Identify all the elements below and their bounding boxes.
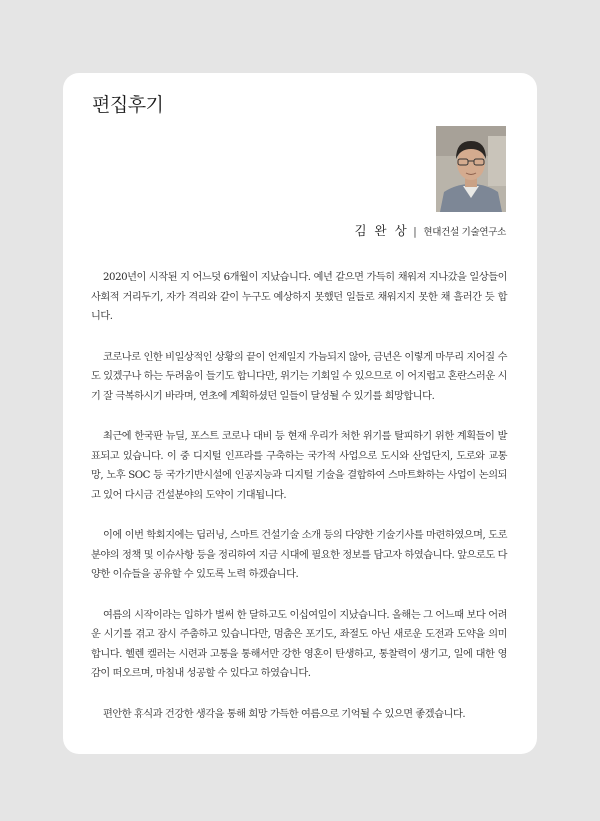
body-paragraph: 2020년이 시작된 지 어느덧 6개월이 지났습니다. 예년 같으면 가득히 채워져 지나갔을 일상들이 사회적 거리두기, 자가 격리와 같이 누구도 예상하지 못했던 일들로 채워지지 못한 채 흘러간 듯 합니다. — [91, 272, 507, 322]
body-paragraph: 코로나로 인한 비일상적인 상황의 끝이 언제일지 가늠되지 않아, 금년은 이렇게 마무리 지어질 수도 있겠구나 하는 두려움이 들기도 합니다만, 위기는 기회일 수 있으므로 이 어지럽고 혼란스러운 시기 잘 극복하시기 바라며, 연초에 계획하셨던 일들이 달성될 수 있기를 희망합니다. — [91, 351, 507, 402]
author-portrait-icon — [436, 126, 506, 212]
body-paragraph: 이에 이번 학회지에는 딥러닝, 스마트 건설기술 소개 등의 다양한 기술기사를 마련하였으며, 도로분야의 정책 및 이슈사항 등을 정리하여 지금 시대에 필요한 정보를 담고자 하였습니다. 앞으로도 다양한 이슈들을 공유할 수 있도록 노력 하겠습니다. — [91, 530, 507, 580]
author-byline — [354, 221, 506, 239]
author-name: 김 완 상 — [354, 223, 409, 238]
editorial-card — [63, 73, 537, 754]
author-separator: | — [413, 225, 417, 238]
editorial-body — [91, 268, 507, 745]
body-paragraph: 최근에 한국판 뉴딜, 포스트 코로나 대비 등 현재 우리가 처한 위기를 탈피하기 위한 계획들이 발표되고 있습니다. 이 중 디지털 인프라를 구축하는 국가적 사업으로 도시와 산업단지, 도로와 교통망, 노후 SOC 등 국가기반시설에 인공지능과 디지털 기술을 결합하여 스마트화하는 사업이 논의되고 있어 다시금 건설분야의 도약이 기대됩니다. — [91, 431, 507, 501]
body-paragraph: 편안한 휴식과 건강한 생각을 통해 희망 가득한 여름으로 기억될 수 있으면 좋겠습니다. — [103, 708, 466, 720]
author-affiliation: 현대건설 기술연구소 — [423, 227, 506, 238]
page-title: 편집후기 — [92, 94, 164, 116]
body-paragraph: 여름의 시작이라는 입하가 벌써 한 달하고도 이십여일이 지났습니다. 올해는 그 어느때 보다 어려운 시기를 겪고 잠시 주춤하고 있습니다만, 멈춤은 포기도, 좌절도 아닌 새로운 도전과 도약을 의미합니다. 헬렌 켈러는 시련과 고통을 통해서만 강한 영혼이 탄생하고, 통찰력이 생기고, 일에 대한 영감이 떠오르며, 마침내 성공할 수 있다고 하였습니다. — [91, 609, 507, 679]
